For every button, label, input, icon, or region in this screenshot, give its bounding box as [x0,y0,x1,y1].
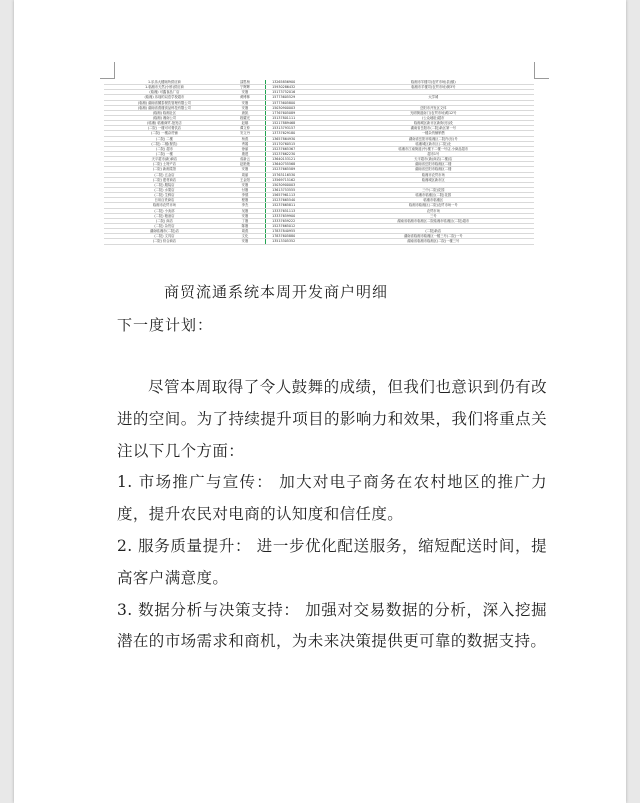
table-cell: 徐丽 [225,146,266,151]
table-cell: 陈刚 [225,223,266,228]
table-cell: 临湘市临湘区(二院)农贸市场一号 [333,203,534,208]
table-cell: 一楼杂货铺销售 [333,131,534,136]
table-cell: 丁刚 [225,218,266,223]
table-cell: 13513305352 [266,239,333,244]
table-cell: (临湘) 临湘社区 [104,110,225,115]
table-cell: 段耀光 [225,115,266,120]
table-cell: 1.临湘市天然(小桥)供应商 [104,85,225,90]
table-cell: 三中(二院)花园 [333,187,534,192]
table-cell: 15173752016 [266,90,333,95]
table-cell: (二院) 一楼杂货铺 [104,131,225,136]
table-cell: 宁辉辉 [225,85,266,90]
table-cell: 15763116530 [266,172,333,177]
table-cell: 大学城 [333,95,534,100]
table-cell: 农贸市场 [333,208,534,213]
table-cell: 湖南省岳阳市临湘区二楼 [333,167,534,172]
table-cell: (二院) 二楼(餐饮) [104,141,225,146]
table-cell: 15170760515 [266,141,333,146]
table-cell: 三号 [333,213,534,218]
section-heading: 下一度计划： [117,316,214,334]
table-cell: 15237665589 [266,167,333,172]
plan-item: 1. 市场推广与宣传： 加大对电子商务在农村地区的推广力度，提升农民对电商的认知度和信任度。 [117,473,547,524]
table-cell: 安刚 [225,105,266,110]
table-cell: (公众地址)超市 [333,115,534,120]
table-cell: 临湘市农贸市场 [104,203,225,208]
table-cell: 黄博林 [225,95,266,100]
table-cell: 光明街道南门(农贸市场)路12号 [333,110,534,115]
table-cell: 13337651113 [266,208,333,213]
table-cell: 赵娜 [225,121,266,126]
table-cell: 安刚 [225,90,266,95]
table-cell: 杨燕 [225,136,266,141]
table-cell: 15237665012 [266,223,333,228]
table-cell: 文化 [225,234,266,239]
table-cell: (二院) 生鲜店 [104,193,225,198]
table-cell: 邵思杨 [225,80,266,85]
plan-item: 2. 服务质量提升： 进一步优化配送服务，缩短配送时间，提高客户满意度。 [117,536,547,587]
table-cell: (二院) 商店 [104,218,225,223]
table-cell: 李杰 [225,203,266,208]
table-cell: 周燕 [225,229,266,234]
document-page [14,0,626,803]
table-cell: 湖南省岳阳市临湘区二院内(东)号 [333,136,534,141]
table-cell: 秀娟 [225,141,266,146]
table-cell: 超市1号 [333,151,534,156]
table-cell: 临湘市江南街道(中)楼下二楼一号店,小商品超市 [333,146,534,151]
table-cell: 王金阳 [225,177,266,182]
body-text [117,372,547,658]
crop-mark-top-right [534,62,549,79]
table-cell: (二院) 五金店 [104,172,225,177]
table-cell: 17837605880 [266,234,333,239]
table-cell: (二院) 一楼可可餐饮店 [104,126,225,131]
table-cell: 湖南省岳阳市(二院)新区第一号 [333,126,534,131]
table-cell: 临湘市农贸市场 [333,172,534,177]
table-cell: 13640755568 [266,162,333,167]
table-cell: 成新云 [225,157,266,162]
table-cell: 13737629180 [266,131,333,136]
table-cell: 15773605529 [266,95,333,100]
table-cell: 赵艳艳 [225,162,266,167]
table-cell: 日用百货商店 [104,198,225,203]
table-cell: (临湘) 湖南省麓泰餐饮管理有限公司 [104,100,225,105]
table-cell: 13265856900 [266,80,333,85]
table-cell: 付刚 [225,187,266,192]
table-cell: 湖南省临湘市临湘区一楼三号(二院)一号 [333,234,534,239]
table-cell: 安刚 [225,239,266,244]
table-cell: 湖南省临湘市临湘区二院临湘市临湘区(二院)超市 [333,218,534,223]
table-cell: 15237665367 [266,146,333,151]
table-cell: (二院) 一楼 [104,151,225,156]
table-cell: 13337659222 [266,218,333,223]
table-cell: (二院)新店 [333,229,534,234]
table-cell: 康建 [225,151,266,156]
table-cell: (二院) 文具店 [104,234,225,239]
table-cell: (二院) 服装店 [104,182,225,187]
table-cell: 临湘城区新市区新街(东)段 [333,121,534,126]
table-cell: 临湘市临湘区 [333,198,534,203]
table-cell: 安刚 [225,182,266,187]
table-cell: 17837840955 [266,229,333,234]
table-cell: 临湘城区新市区 [333,177,534,182]
table-cell: 17767605089 [266,110,333,115]
table-cell: 临湘市羊楼司(农贸市场)街3号 [333,85,534,90]
table-cell: 15237665540 [266,198,333,203]
table-cell: (二院) 建材商店 [104,177,225,182]
table-cell: 安刚 [225,100,266,105]
table-cell: (临湘) 临湘商贸-批发店 [104,121,225,126]
table-cell: (临湘) 湖南省燕楼食品科技有限公司 [104,105,225,110]
table-cell: 天平超市(新)商店 [104,157,225,162]
table-cell: 15313793157 [266,126,333,131]
table-cell: (二院) 二楼 [104,136,225,141]
table-cell: (临湘) 可鑫食品厂店 [104,90,225,95]
table-cell: 李德 [225,193,266,198]
table-cell: (临湘) 乐翊的双语学校超市 [104,95,225,100]
table-cell: 吴刚 [225,208,266,213]
intro-paragraph: 尽管本周取得了令人鼓舞的成绩，但我们也意识到仍有改进的空间。为了持续提升项目的影响力和效果，我们将重点关注以下几个方面： [117,378,547,460]
table-cell: 岳阳市开发区文体 [333,105,534,110]
table-cell: (二院) 土特产店 [104,162,225,167]
table-cell: 临湘市羊楼司(农贸市场)县(镇) [333,80,534,85]
table-cell: 13337659900 [266,213,333,218]
table-cell: 13640153121 [266,157,333,162]
table-cell: 唐凯 [225,110,266,115]
table-cell: 安文丹 [225,131,266,136]
table-cell: 15773605800 [266,100,333,105]
table-cell: 周丽 [225,172,266,177]
table-cell: 15217889468 [266,121,333,126]
table-row [104,239,534,244]
table-cell: 湖南省临湘市临湘区(二院)一楼三号 [333,239,534,244]
table-cell: (二院) 小卖部 [104,208,225,213]
table-cell: (二院) 水果店 [104,187,225,192]
table-cell: 13569715162 [266,177,333,182]
crop-mark-top-left [100,62,115,79]
table-cell: 程刚 [225,198,266,203]
merchant-table [104,80,534,245]
table-cell: (二院) 粮油店 [104,213,225,218]
table-cell: 15237662230 [266,151,333,156]
table-cell: 安刚 [225,213,266,218]
table-cell: 安刚 [225,167,266,172]
table-cell: 15030900003 [266,182,333,187]
table-cell: (二院) 新湘菜馆 [104,167,225,172]
table-cell: 谭文仲 [225,126,266,131]
table-cell: 湖南省岳阳市临湘区二楼 [333,162,534,167]
plan-item: 3. 数据分析与决策支持： 加强对交易数据的分析，深入挖掘潜在的市场需求和商机，为未来决策提供更可靠的数据支持。 [117,600,547,651]
table-cell: 15657961113 [266,193,333,198]
table-cell: 1.乐乐大楼厕所供应商 [104,80,225,85]
table-cell: (二院) 超市 [104,146,225,151]
table-cell: (二院) 综合商店 [104,239,225,244]
table-cell: 临湘城区新市区(二院)北 [333,141,534,146]
table-cell: (临湘) 湘南公司 [104,115,225,120]
table-cell: 湖南临湘市(二院)店 [104,229,225,234]
table-cell: 15930286432 [266,85,333,90]
table-cell: 15137801111 [266,115,333,120]
table-cell: 13657864930 [266,136,333,141]
table-cell: 天平超市(新)商店(二楼)店 [333,157,534,162]
table-caption: 商贸流通系统本周开发商户明细 [164,283,389,301]
table-cell: 15237665811 [266,203,333,208]
table-cell: (二院) 杂货店 [104,223,225,228]
table-cell: 13613753555 [266,187,333,192]
table-cell: 15030900003 [266,105,333,110]
table-cell: 临湘市临湘区(二院)花园 [333,193,534,198]
